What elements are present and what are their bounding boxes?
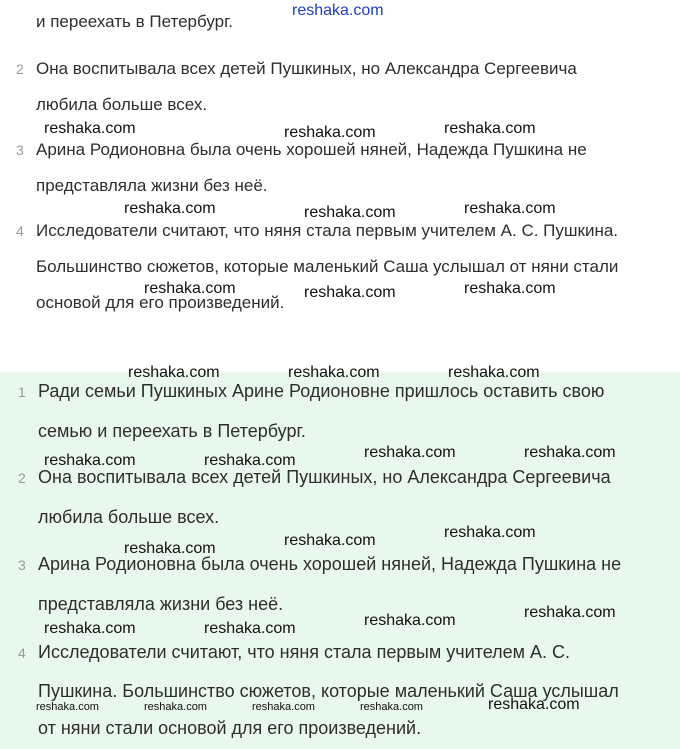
bottom-item-2-line-2: любила больше всех. xyxy=(38,507,220,527)
watermark-text: reshaka.com xyxy=(124,200,216,217)
watermark-text: reshaka.com xyxy=(36,701,99,713)
top-item-1-line-2: и переехать в Петербург. xyxy=(36,12,233,31)
watermark-text: reshaka.com xyxy=(464,280,556,297)
top-item-3-number: 3 xyxy=(16,142,24,158)
top-item-2-line-1: Она воспитывала всех детей Пушкиных, но Александра Сергеевича xyxy=(36,59,577,78)
watermark-text: reshaka.com xyxy=(444,120,536,137)
top-item-2-line-2: любила больше всех. xyxy=(36,95,208,114)
watermark-text: reshaka.com xyxy=(204,620,296,637)
watermark-text: reshaka.com xyxy=(144,701,207,713)
bottom-item-2-line-1: Она воспитывала всех детей Пушкиных, но Александра Сергеевича xyxy=(38,467,611,487)
bottom-item-4-number: 4 xyxy=(18,645,26,661)
watermark-text: reshaka.com xyxy=(284,124,376,141)
bottom-item-1-number: 1 xyxy=(18,384,26,400)
top-item-2-number: 2 xyxy=(16,61,24,77)
watermark-text: reshaka.com xyxy=(204,452,296,469)
watermark-text: reshaka.com xyxy=(304,204,396,221)
watermark-text: reshaka.com xyxy=(364,444,456,461)
top-item-3-line-2: представляла жизни без неё. xyxy=(36,176,268,195)
bottom-item-1-line-1: Ради семьи Пушкиных Арине Родионовне пришлось оставить свою xyxy=(38,381,605,401)
top-item-4-line-3: основой для его произведений. xyxy=(36,293,285,312)
top-item-4-line-2: Большинство сюжетов, которые маленький Саша услышал от няни стали xyxy=(36,257,619,276)
watermark-text: reshaka.com xyxy=(288,364,380,381)
top-item-4-number: 4 xyxy=(16,223,24,239)
bottom-item-3-line-1: Арина Родионовна была очень хорошей няней, Надежда Пушкина не xyxy=(38,554,622,574)
watermark-text: reshaka.com xyxy=(292,2,384,19)
watermark-text: reshaka.com xyxy=(144,280,236,297)
watermark-text: reshaka.com xyxy=(304,284,396,301)
watermark-text: reshaka.com xyxy=(44,452,136,469)
watermark-text: reshaka.com xyxy=(488,696,580,713)
watermark-text: reshaka.com xyxy=(464,200,556,217)
top-list-section xyxy=(0,0,680,372)
watermark-text: reshaka.com xyxy=(524,604,616,621)
watermark-text: reshaka.com xyxy=(44,120,136,137)
bottom-item-4-line-3: от няни стали основой для его произведений. xyxy=(38,718,422,738)
top-item-4-line-1: Исследователи считают, что няня стала первым учителем А. С. Пушкина. xyxy=(36,221,619,240)
watermark-text: reshaka.com xyxy=(524,444,616,461)
watermark-text: reshaka.com xyxy=(124,540,216,557)
watermark-text: reshaka.com xyxy=(252,701,315,713)
watermark-text: reshaka.com xyxy=(448,364,540,381)
watermark-text: reshaka.com xyxy=(360,701,423,713)
watermark-text: reshaka.com xyxy=(128,364,220,381)
bottom-item-3-line-2: представляла жизни без неё. xyxy=(38,594,284,614)
bottom-item-4-line-1: Исследователи считают, что няня стала первым учителем А. С. xyxy=(38,642,571,662)
bottom-item-2-number: 2 xyxy=(18,470,26,486)
bottom-list-section xyxy=(0,372,680,749)
watermark-text: reshaka.com xyxy=(444,524,536,541)
watermark-text: reshaka.com xyxy=(44,620,136,637)
watermark-text: reshaka.com xyxy=(284,532,376,549)
top-item-3-line-1: Арина Родионовна была очень хорошей няней, Надежда Пушкина не xyxy=(36,140,587,159)
bottom-item-4-line-2: Пушкина. Большинство сюжетов, которые маленький Саша услышал xyxy=(38,681,619,701)
bottom-item-3-number: 3 xyxy=(18,557,26,573)
bottom-item-1-line-2: семью и переехать в Петербург. xyxy=(38,421,306,441)
watermark-text: reshaka.com xyxy=(364,612,456,629)
